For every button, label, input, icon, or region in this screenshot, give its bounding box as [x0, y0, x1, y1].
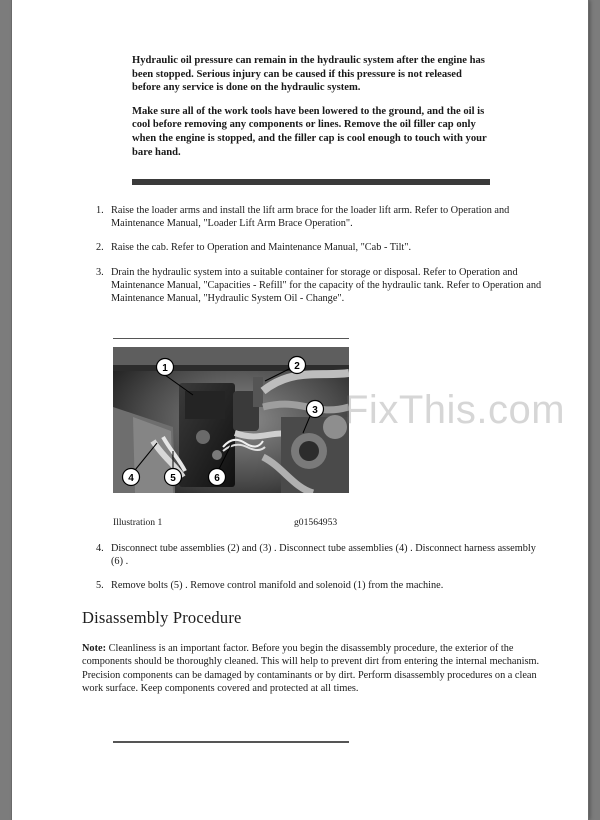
callout-5-label: 5: [170, 473, 176, 484]
step-number: 5.: [96, 580, 104, 592]
step-item: [96, 542, 548, 568]
step-text: Raise the cab. Refer to Operation and Maintenance Manual, "Cab - Tilt".: [111, 242, 412, 254]
step-number: 2.: [96, 242, 104, 254]
callout-1-label: 1: [162, 363, 168, 374]
section-title: Disassembly Procedure: [82, 608, 242, 627]
callout-2: [289, 357, 306, 374]
step-text: Remove bolts (5) . Remove control manifold and solenoid (1) from the machine.: [111, 580, 444, 592]
note-label: Note:: [82, 643, 107, 654]
step-item: [96, 241, 548, 254]
callout-5: [165, 469, 182, 486]
step-text: Drain the hydraulic system into a suitable container for storage or disposal. Refer to Operation and Maintenance Manual, "Capacities - Refill" for the capacity of the hydraulic tank. Refer to Operation and Maintenance Manual, "Hydraulic System Oil - Change".: [111, 266, 542, 305]
callout-2-label: 2: [294, 361, 300, 372]
callout-3: [307, 401, 324, 418]
step-number: 4.: [96, 543, 104, 554]
hydraulic-warning-block: [132, 54, 492, 169]
removal-steps-continued: [96, 542, 548, 604]
watermark: FixThis.com: [344, 388, 566, 432]
callout-6: [209, 469, 226, 486]
warning-paragraph-2: Make sure all of the work tools have been lowered to the ground, and the oil is cool before removing any components or lines. Remove the oil filler cap only when the engine is stopped, and the filler cap is cool enough to touch with your bare hand.: [132, 105, 487, 158]
callout-6-label: 6: [214, 473, 220, 484]
illustration-1-photo: [113, 347, 349, 493]
figure-code: g01564953: [294, 517, 338, 528]
warning-divider-bar: [132, 179, 490, 185]
figure-top-rule: [113, 338, 349, 339]
step-item: [96, 204, 548, 230]
hydraulic-manifold-photo: [113, 347, 349, 493]
figure-caption-label: Illustration 1: [113, 517, 163, 528]
manual-page: [12, 0, 588, 820]
note-text: Cleanliness is an important factor. Before you begin the disassembly procedure, the exterior of the components should be thoroughly cleaned. This will help to prevent dirt from entering the internal mechanism. Precision components can be damaged by contaminants or by dirt. Perform disassembly procedures on a clean work surface. Keep components covered and protected at all times.: [82, 643, 540, 694]
callout-4: [123, 469, 140, 486]
callout-4-label: 4: [128, 473, 134, 484]
callout-3-label: 3: [312, 405, 318, 416]
step-text: Disconnect tube assemblies (2) and (3) . Disconnect tube assemblies (4) . Disconnect harness assembly (6) .: [111, 543, 536, 568]
bottom-rule: [113, 741, 349, 743]
step-number: 1.: [96, 205, 104, 216]
cleanliness-note: [82, 642, 544, 695]
step-number: 3.: [96, 266, 104, 278]
step-text: Raise the loader arms and install the lift arm brace for the loader lift arm. Refer to Operation and Maintenance Manual, "Loader Lift Arm Brace Operation".: [111, 205, 510, 230]
step-item: [96, 579, 548, 592]
step-item: [96, 266, 548, 306]
removal-steps-list: [96, 204, 548, 316]
warning-paragraph-1: Hydraulic oil pressure can remain in the hydraulic system after the engine has been stopped. Serious injury can be caused if this pressure is not released before any service is done on the hydraulic system.: [132, 55, 485, 94]
callout-1: [157, 359, 174, 376]
